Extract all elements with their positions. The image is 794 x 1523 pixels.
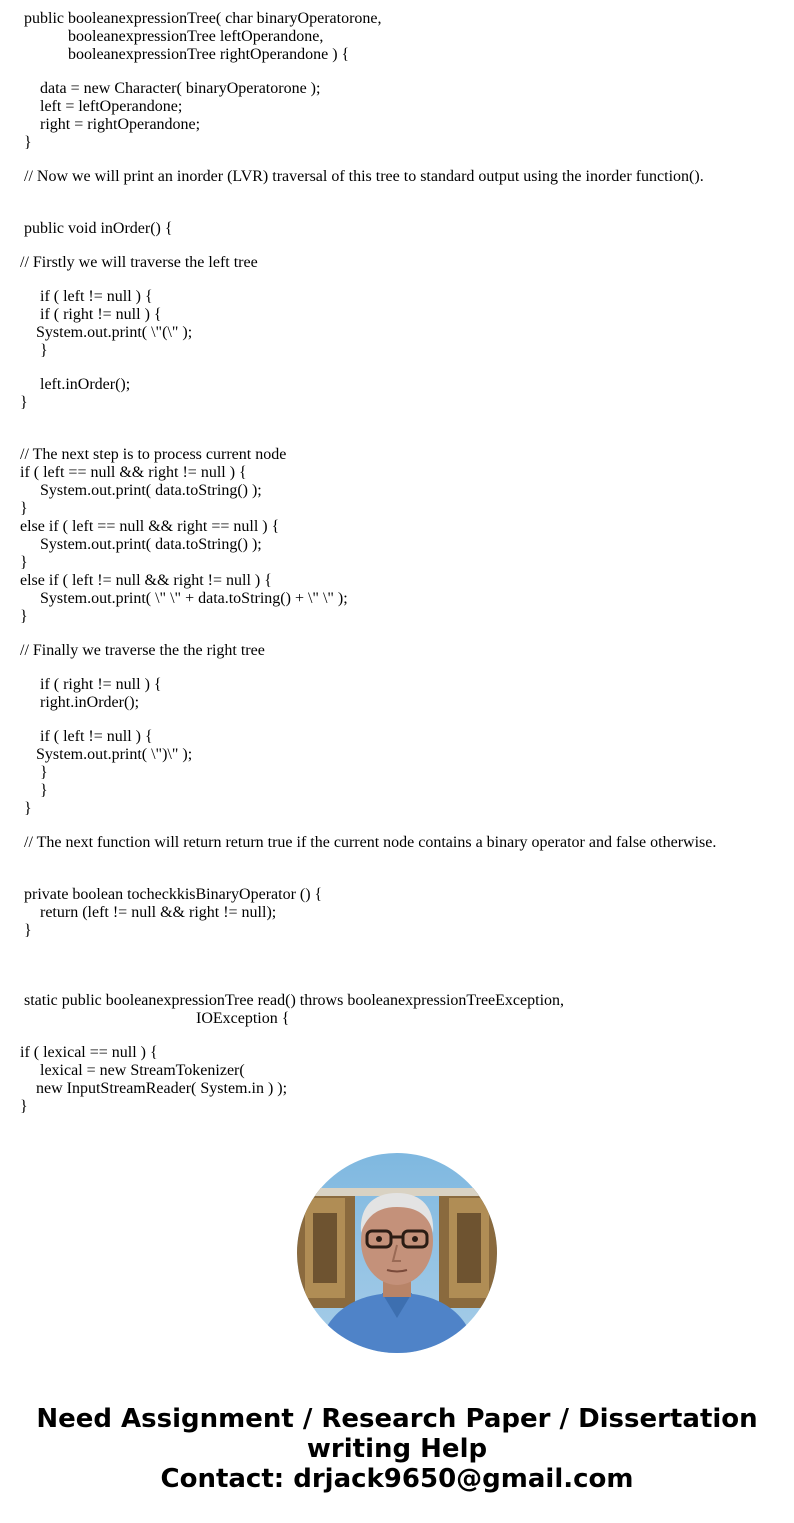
author-portrait-illustration <box>297 1153 497 1353</box>
code-line: IOException { <box>196 1010 290 1027</box>
code-line: lexical = new StreamTokenizer( <box>40 1062 245 1079</box>
code-line: private boolean tocheckkisBinaryOperator () { <box>24 886 323 903</box>
code-line: System.out.print( data.toString() ); <box>40 482 262 499</box>
code-line: } <box>20 608 28 625</box>
code-line: } <box>40 782 48 799</box>
code-line: } <box>20 1098 28 1115</box>
code-line: else if ( left == null && right == null ) { <box>20 518 280 535</box>
code-line: if ( lexical == null ) { <box>20 1044 158 1061</box>
code-line: } <box>24 922 32 939</box>
code-line: } <box>40 342 48 359</box>
footer-contact: Contact: drjack9650@gmail.com <box>160 1464 634 1494</box>
code-line: } <box>20 554 28 571</box>
code-line: new InputStreamReader( System.in ) ); <box>36 1080 288 1097</box>
code-line: if ( left != null ) { <box>40 288 153 305</box>
code-line: else if ( left != null && right != null ) { <box>20 572 272 589</box>
code-line: public void inOrder() { <box>24 220 173 237</box>
footer-subheadline: writing Help <box>306 1434 488 1464</box>
code-line: static public booleanexpressionTree read() throws booleanexpressionTreeException, <box>24 992 565 1009</box>
code-line: } <box>40 764 48 781</box>
code-line: System.out.print( \"(\" ); <box>36 324 193 341</box>
code-line: right.inOrder(); <box>40 694 140 711</box>
code-line: } <box>20 500 28 517</box>
code-line: if ( right != null ) { <box>40 676 162 693</box>
code-line: booleanexpressionTree leftOperandone, <box>68 28 324 45</box>
comment-line: // Firstly we will traverse the left tree <box>20 254 258 271</box>
comment-line: // The next function will return return true if the current node contains a binary operator and false otherwise. <box>24 834 717 851</box>
code-line: } <box>24 800 32 817</box>
footer-headline: Need Assignment / Research Paper / Dissertation <box>36 1404 758 1434</box>
code-line: left = leftOperandone; <box>40 98 183 115</box>
code-line: left.inOrder(); <box>40 376 131 393</box>
code-line: System.out.print( data.toString() ); <box>40 536 262 553</box>
code-line: } <box>20 394 28 411</box>
comment-line: // Now we will print an inorder (LVR) traversal of this tree to standard output using the inorder function(). <box>24 168 704 185</box>
code-line: public booleanexpressionTree( char binaryOperatorone, <box>20 10 382 27</box>
code-line: if ( right != null ) { <box>40 306 162 323</box>
code-line: System.out.print( \")\" ); <box>36 746 193 763</box>
comment-line: // The next step is to process current node <box>20 446 287 463</box>
code-line: if ( left != null ) { <box>40 728 153 745</box>
code-line: right = rightOperandone; <box>40 116 201 133</box>
code-line: data = new Character( binaryOperatorone ); <box>40 80 321 97</box>
code-line: System.out.print( \" \" + data.toString() + \" \" ); <box>40 590 348 607</box>
author-avatar <box>297 1153 497 1353</box>
code-line: return (left != null && right != null); <box>40 904 277 921</box>
code-line: } <box>24 134 32 151</box>
comment-line: // Finally we traverse the the right tree <box>20 642 265 659</box>
code-line: if ( left == null && right != null ) { <box>20 464 247 481</box>
code-line: booleanexpressionTree rightOperandone ) { <box>68 46 350 63</box>
